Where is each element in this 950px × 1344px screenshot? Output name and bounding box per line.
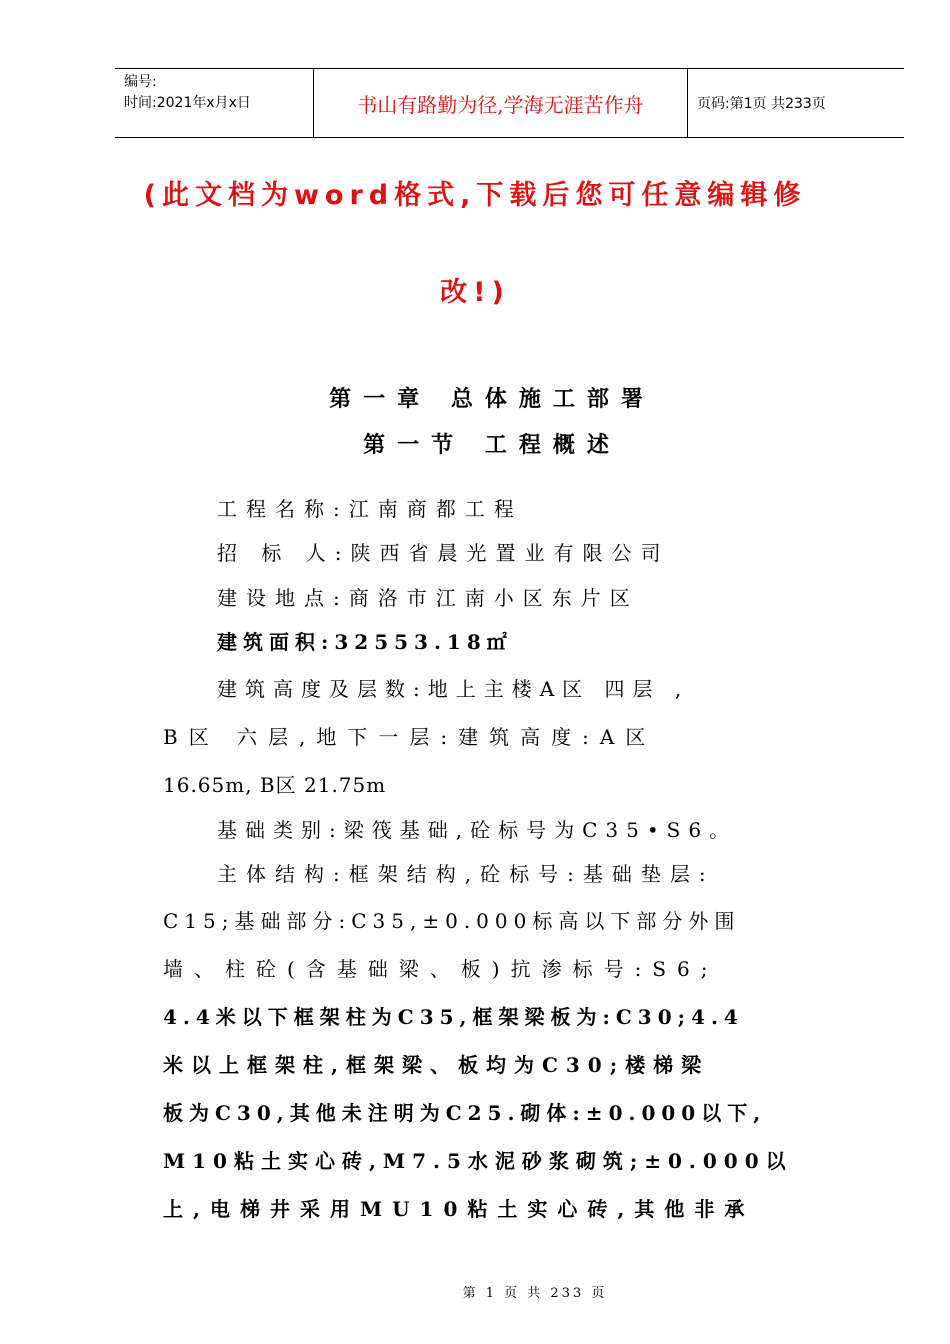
building-area: 建筑面积:32553.18㎡ xyxy=(217,630,513,654)
building-height-line: 16.65m, B区 21.75m xyxy=(163,773,387,797)
masonry-line: 上,电梯井采用MU10粘土实心砖,其他非承 xyxy=(163,1197,755,1221)
bidder: 招 标 人:陕西省晨光置业有限公司 xyxy=(217,541,670,565)
chapter-title: 第一章 总体施工部署 xyxy=(329,386,655,412)
main-structure-line: 4.4米以下框架柱为C35,框架梁板为:C30;4.4 xyxy=(163,1005,744,1029)
header-page-info: 页码:第1页 共233页 xyxy=(697,96,826,112)
document-number: 编号: xyxy=(124,74,157,90)
building-height-line: 建筑高度及层数:地上主楼A区 四层 , xyxy=(217,677,690,701)
header-motto: 书山有路勤为径,学海无涯苦作舟 xyxy=(314,69,688,137)
header-meta xyxy=(115,69,314,137)
masonry-line: M10粘土实心砖,M7.5水泥砂浆砌筑;±0.000以 xyxy=(163,1149,793,1173)
document-date: 时间:2021年x月x日 xyxy=(124,95,251,111)
main-structure-line: 米以上框架柱,框架梁、板均为C30;楼梯梁 xyxy=(163,1053,710,1077)
edit-notice-line-1: (此文档为word格式,下载后您可任意编辑修 xyxy=(143,180,807,211)
foundation-type: 基础类别:梁筏基础,砼标号为C35•S6。 xyxy=(217,818,738,842)
section-title: 第一节 工程概述 xyxy=(363,432,621,458)
construction-site: 建设地点:商洛市江南小区东片区 xyxy=(217,586,639,610)
main-structure-line: C15;基础部分:C35,±0.000标高以下部分外围 xyxy=(163,909,741,933)
edit-notice-line-2: 改!) xyxy=(440,277,510,308)
main-structure-line: 主体结构:框架结构,砼标号:基础垫层: xyxy=(217,862,715,886)
page-footer: 第 1 页 共 233 页 xyxy=(462,1286,608,1301)
project-name: 工程名称:江南商都工程 xyxy=(217,497,523,521)
masonry-line: 板为C30,其他未注明为C25.砌体:±0.000以下, xyxy=(163,1101,767,1125)
document-header xyxy=(115,68,904,138)
building-height-line: B区 六层,地下一层:建筑高度:A区 xyxy=(163,725,657,749)
main-structure-line: 墙、柱砼(含基础梁、板)抗渗标号:S6; xyxy=(163,957,719,981)
